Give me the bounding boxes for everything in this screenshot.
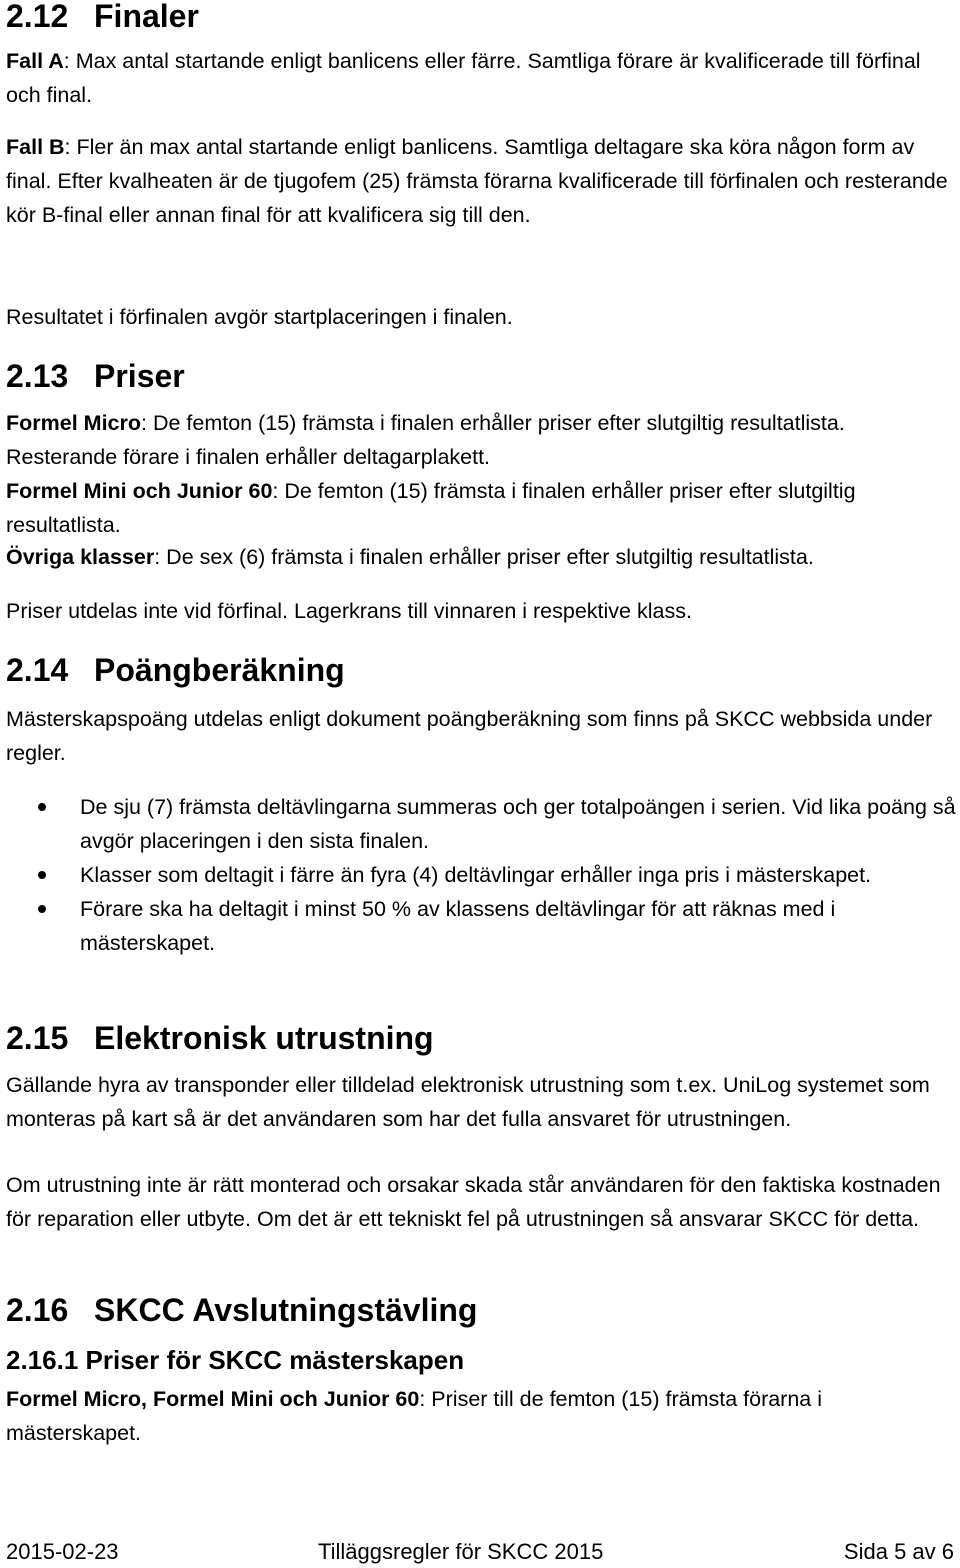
result-paragraph: Resultatet i förfinalen avgör startplaceringen i finalen. (6, 305, 513, 329)
bullet-icon (38, 803, 46, 811)
section-number: 2.12 (6, 0, 69, 34)
section-number: 2.15 (6, 1020, 69, 1056)
other-classes-text: : De sex (6) främsta i finalen erhåller priser efter slutgiltig resultatlista. (154, 545, 814, 569)
list-item-text: De sju (7) främsta deltävlingarna summeras och ger totalpoängen i serien. Vid lika poäng så avgör placeringen i den sista finalen. (80, 795, 956, 853)
prize-note: Priser utdelas inte vid förfinal. Lagerkrans till vinnaren i respektive klass. (6, 599, 692, 623)
list-item (6, 790, 956, 858)
fall-b-text: : Fler än max antal startande enligt banlicens. Samtliga deltagare ska köra någon form av final. Efter kvalheaten är de tjugofem (25) främsta förarna kvalificerade till förfinalen och resterande kör B-final eller annan final för att kvalificera sig till den. (6, 135, 948, 227)
points-intro: Mästerskapspoäng utdelas enligt dokument poängberäkning som finns på SKCC webbsida under regler. (6, 707, 933, 765)
micro-paragraph (6, 406, 958, 474)
list-item (6, 858, 956, 892)
other-classes-label: Övriga klasser (6, 545, 155, 569)
championship-prizes-text: : Priser till de femton (15) främsta förarna i mästerskapet. (6, 1387, 823, 1445)
section-number: 2.14 (6, 652, 69, 688)
mini-text: : De femton (15) främsta i finalen erhåller priser efter slutgiltig resultatlista. (6, 479, 856, 537)
fall-a-text: : Max antal startande enligt banlicens eller färre. Samtliga förare är kvalificerade till förfinal och final. (6, 49, 921, 107)
section-title: Poängberäkning (94, 652, 345, 688)
championship-prizes-label: Formel Micro, Formel Mini och Junior 60 (6, 1387, 420, 1411)
section-number: 2.13 (6, 358, 69, 394)
points-bullet-list (6, 790, 956, 960)
footer-page-number: Sida 5 av 6 (843, 1539, 954, 1564)
list-item-text: Förare ska ha deltagit i minst 50 % av klassens deltävlingar för att räknas med i mästerskapet. (80, 897, 836, 955)
list-item (6, 892, 956, 960)
micro-label: Formel Micro (6, 411, 141, 435)
section-title: Priser (94, 358, 185, 394)
equipment-paragraph-2: Om utrustning inte är rätt monterad och orsakar skada står användaren för den faktiska kostnaden för reparation eller utbyte. Om det är ett tekniskt fel på utrustningen så ansvarar SKCC för detta. (6, 1173, 941, 1231)
bullet-icon (38, 905, 46, 913)
heading-2-13 (6, 358, 185, 394)
micro-text: : De femton (15) främsta i finalen erhåller priser efter slutgiltig resultatlista. Resterande förare i finalen erhåller deltagarplakett. (6, 411, 845, 469)
fall-a-paragraph (6, 44, 958, 112)
other-classes-paragraph (6, 540, 958, 574)
fall-a-label: Fall A (6, 49, 64, 73)
fall-b-label: Fall B (6, 135, 65, 159)
heading-2-14 (6, 652, 345, 688)
bullet-icon (38, 871, 46, 879)
footer-title: Tilläggsregler för SKCC 2015 (318, 1539, 604, 1564)
section-number: 2.16 (6, 1292, 69, 1328)
footer-date: 2015-02-23 (6, 1539, 119, 1564)
page-footer (6, 1538, 954, 1566)
mini-label: Formel Mini och Junior 60 (6, 479, 273, 503)
heading-2-15 (6, 1020, 434, 1056)
heading-2-16-1: 2.16.1 Priser för SKCC mästerskapen (6, 1345, 465, 1375)
mini-paragraph (6, 474, 958, 542)
section-title: Elektronisk utrustning (94, 1020, 434, 1056)
championship-prizes-paragraph (6, 1382, 958, 1450)
equipment-paragraph-1: Gällande hyra av transponder eller tilldelad elektronisk utrustning som t.ex. UniLog systemet som monteras på kart så är det användaren som har det fulla ansvaret för utrustningen. (6, 1073, 930, 1131)
list-item-text: Klasser som deltagit i färre än fyra (4) deltävlingar erhåller inga pris i mästerskapet. (80, 863, 872, 887)
fall-b-paragraph (6, 130, 958, 232)
heading-2-12 (6, 0, 199, 34)
heading-2-16 (6, 1292, 477, 1328)
section-title: Finaler (94, 0, 199, 34)
section-title: SKCC Avslutningstävling (94, 1292, 478, 1328)
